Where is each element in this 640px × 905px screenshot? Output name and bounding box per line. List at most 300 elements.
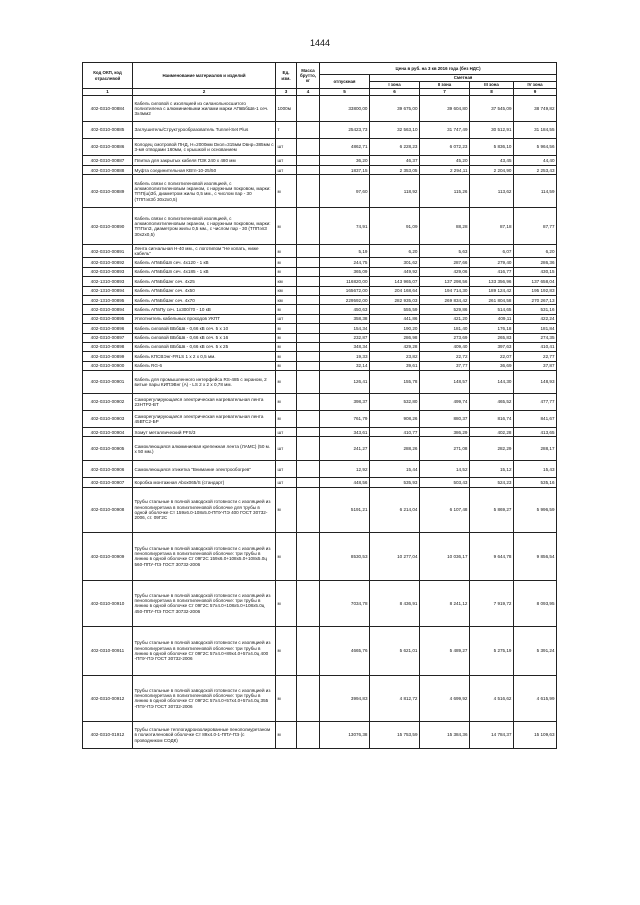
row-price-zone-2: 37,77: [420, 361, 470, 370]
row-price-zone-1: 449,92: [370, 267, 420, 276]
header-price-group: Цена в руб. на 3 кв 2016 года (без НДС): [320, 63, 557, 75]
row-name: Трубы стальные в полной заводской готовности с изоляцией из пенополиуретана в полиэтиленовой оболочке: три трубы в линию в одной оболочке Ст 09Г2С 57х4.0+108х5.0+108х5.0ц 450-ППУ-ПЭ ГОСТ 30732-2006: [133, 580, 276, 626]
table-row: [83, 314, 557, 323]
page-number: 1444: [309, 38, 331, 48]
row-code: 402-0310-00908: [83, 487, 133, 532]
row-name: Хомут металлический PFS/3: [133, 428, 276, 437]
row-unit: шт: [276, 156, 297, 166]
row-price-zone-1: 5 621,01: [370, 626, 420, 675]
row-price-zone-3: 4 516,62: [470, 675, 514, 721]
row-mass: [297, 342, 320, 351]
row-name: Кабель АПвБбШп сеч. 4х120 - 1 кВ: [133, 258, 276, 267]
row-price-zone-1: 301,62: [370, 258, 420, 267]
row-unit: м: [276, 245, 297, 258]
row-name: Трубы стальные теплогидроизолированные пенополиуретаном в полиэтиленовой оболочке Ст 89х4.0-1-ППУ-ПЭ (с проводником СОДК): [133, 721, 276, 748]
row-price-otpusknaya: 33800,00: [320, 96, 370, 122]
row-mass: [297, 122, 320, 139]
row-price-zone-2: 386,29: [420, 428, 470, 437]
column-number: 7: [420, 89, 470, 96]
header-unit: Ед. изм.: [276, 63, 297, 89]
row-price-otpusknaya: 358,38: [320, 314, 370, 323]
row-price-otpusknaya: 74,91: [320, 208, 370, 245]
row-price-zone-4: 535,16: [514, 478, 557, 487]
row-price-zone-4: 430,15: [514, 267, 557, 276]
row-price-otpusknaya: 232,87: [320, 333, 370, 342]
row-mass: [297, 721, 320, 748]
row-price-zone-4: 422,24: [514, 314, 557, 323]
row-price-zone-4: 6,20: [514, 245, 557, 258]
row-price-otpusknaya: 450,63: [320, 305, 370, 314]
row-mass: [297, 175, 320, 208]
row-price-zone-1: 46,37: [370, 156, 420, 166]
row-price-zone-2: 5,63: [420, 245, 470, 258]
row-name: Трубы стальные в полной заводской готовности с изоляцией из пенополиуретана в полиэтиленовой оболочке: три трубы в линию в одной оболочке Ст 09Г2С 57х4.0+89х4.0+57х4.0ц 400 -ППУ-ПЭ ГОСТ 30732-2006: [133, 626, 276, 675]
row-price-otpusknaya: 116820,00: [320, 277, 370, 286]
table-row: [83, 277, 557, 286]
row-name: Коробка монтажная Abox065/S (стандарт): [133, 478, 276, 487]
row-price-zone-3: 514,65: [470, 305, 514, 314]
row-price-otpusknaya: 1837,15: [320, 166, 370, 175]
table-row: [83, 156, 557, 166]
column-number: 6: [370, 89, 420, 96]
row-code: 402-0310-00905: [83, 437, 133, 461]
row-price-zone-4: 15 109,63: [514, 721, 557, 748]
row-unit: шт: [276, 314, 297, 323]
column-number: 1: [83, 89, 133, 96]
row-price-zone-1: 6 214,04: [370, 487, 420, 532]
table-row: [83, 258, 557, 267]
row-name: Саморегулирующаяся электрическая нагревательная лента 45ВТС2-БР: [133, 411, 276, 428]
row-code: 402-0310-00910: [83, 580, 133, 626]
row-name: Кабель КПСВЭнг-FRLS 1 х 2 х 0,5 мм.: [133, 352, 276, 361]
row-price-zone-4: 8 093,95: [514, 580, 557, 626]
row-price-otpusknaya: 343,61: [320, 428, 370, 437]
row-price-otpusknaya: 229592,00: [320, 295, 370, 304]
row-price-zone-3: 816,74: [470, 411, 514, 428]
row-code: 402-0310-00904: [83, 428, 133, 437]
row-code: 402-1310-00893: [83, 277, 133, 286]
row-price-zone-4: 2 253,43: [514, 166, 557, 175]
row-unit: м: [276, 175, 297, 208]
row-code: 402-0310-00898: [83, 342, 133, 351]
table-row: [83, 286, 557, 295]
row-price-zone-1: 535,93: [370, 478, 420, 487]
row-price-zone-1: 10 277,04: [370, 532, 420, 580]
row-price-otpusknaya: 13076,38: [320, 721, 370, 748]
row-price-zone-4: 9 856,54: [514, 532, 557, 580]
row-unit: шт: [276, 139, 297, 156]
row-price-zone-4: 477,77: [514, 394, 557, 411]
table-row: [83, 361, 557, 370]
row-price-otpusknaya: 7034,78: [320, 580, 370, 626]
row-price-zone-2: 273,69: [420, 333, 470, 342]
row-code: 402-0310-00894: [83, 305, 133, 314]
row-name: Лента сигнальная Н-40 мм., с логотипом "Не копать, ниже кабель": [133, 245, 276, 258]
row-price-zone-3: 524,23: [470, 478, 514, 487]
row-price-zone-4: 413,65: [514, 428, 557, 437]
row-unit: м: [276, 721, 297, 748]
table-row: [83, 175, 557, 208]
row-code: 402-0310-00896: [83, 324, 133, 333]
row-mass: [297, 305, 320, 314]
header-name: Наименование материалов и изделий: [133, 63, 276, 89]
row-unit: м: [276, 411, 297, 428]
row-price-zone-2: 31 747,49: [420, 122, 470, 139]
row-price-zone-2: 148,57: [420, 371, 470, 394]
row-code: 402-0310-00911: [83, 626, 133, 675]
row-name: Трубы стальные в полной заводской готовности с изоляцией из пенополиуретана в полиэтиленовой оболочке: три трубы в линию в одной оболочке Ст 09Г2С 159х6.0+108х5.0+108х5.0ц 560-ППУ-ПЭ ГОСТ 30732-2006: [133, 532, 276, 580]
row-price-otpusknaya: 97,60: [320, 175, 370, 208]
row-unit: м: [276, 333, 297, 342]
row-price-zone-3: 189 124,42: [470, 286, 514, 295]
row-unit: м: [276, 361, 297, 370]
table-row: [83, 394, 557, 411]
row-price-zone-2: 8 241,12: [420, 580, 470, 626]
row-price-zone-1: 441,86: [370, 314, 420, 323]
table-row: [83, 352, 557, 361]
header-zone-2: II зона: [420, 82, 470, 89]
row-price-otpusknaya: 32,14: [320, 361, 370, 370]
row-price-otpusknaya: 4862,71: [320, 139, 370, 156]
row-mass: [297, 139, 320, 156]
row-price-zone-1: 288,26: [370, 437, 420, 461]
row-price-zone-2: 115,26: [420, 175, 470, 208]
row-mass: [297, 411, 320, 428]
row-price-zone-2: 409,40: [420, 342, 470, 351]
row-price-zone-2: 15 384,36: [420, 721, 470, 748]
row-price-zone-3: 36,69: [470, 361, 514, 370]
row-price-zone-4: 841,67: [514, 411, 557, 428]
row-price-zone-4: 195 192,83: [514, 286, 557, 295]
row-price-zone-1: 4 812,72: [370, 675, 420, 721]
row-mass: [297, 478, 320, 487]
row-name: Кабель АПвБбШнг сеч. 4х70: [133, 295, 276, 304]
row-price-zone-4: 148,93: [514, 371, 557, 394]
row-code: 402-0310-00886: [83, 139, 133, 156]
table-row: [83, 96, 557, 122]
row-price-zone-3: 22,07: [470, 352, 514, 361]
row-price-zone-4: 5 996,59: [514, 487, 557, 532]
row-price-zone-2: 39 604,80: [420, 96, 470, 122]
row-price-zone-1: 155,78: [370, 371, 420, 394]
row-price-zone-2: 880,37: [420, 411, 470, 428]
row-mass: [297, 626, 320, 675]
row-unit: м: [276, 258, 297, 267]
row-price-zone-1: 8 436,91: [370, 580, 420, 626]
table-row: [83, 166, 557, 175]
row-price-zone-4: 531,16: [514, 305, 557, 314]
table-row: [83, 478, 557, 487]
row-price-otpusknaya: 241,27: [320, 437, 370, 461]
row-price-zone-2: 269 834,42: [420, 295, 470, 304]
row-mass: [297, 208, 320, 245]
row-code: 402-0310-00897: [83, 333, 133, 342]
row-price-zone-1: 32 563,10: [370, 122, 420, 139]
row-code: 402-0310-00901: [83, 371, 133, 394]
row-code: 402-0310-00887: [83, 156, 133, 166]
row-mass: [297, 314, 320, 323]
row-price-zone-2: 421,20: [420, 314, 470, 323]
row-mass: [297, 324, 320, 333]
row-price-zone-4: 288,17: [514, 437, 557, 461]
table-row: [83, 208, 557, 245]
row-price-zone-3: 5 275,19: [470, 626, 514, 675]
row-price-zone-2: 88,28: [420, 208, 470, 245]
row-price-zone-4: 4 615,99: [514, 675, 557, 721]
row-unit: км: [276, 295, 297, 304]
row-price-zone-3: 7 919,72: [470, 580, 514, 626]
table-row: [83, 626, 557, 675]
table-row: [83, 437, 557, 461]
row-unit: шт: [276, 461, 297, 478]
row-unit: шт: [276, 166, 297, 175]
row-price-zone-4: 5 964,56: [514, 139, 557, 156]
row-price-zone-1: 39 675,00: [370, 96, 420, 122]
row-price-zone-3: 2 204,90: [470, 166, 514, 175]
row-name: Кабель для промышленного интерфейса RS-485 с экраном, 2 витые пары КИПЭВнг (А) - LS 2 х 2 х 0,78 мм.: [133, 371, 276, 394]
row-price-otpusknaya: 126,41: [320, 371, 370, 394]
row-price-zone-3: 37 545,09: [470, 96, 514, 122]
header-otpusknaya: отпускная: [320, 75, 370, 89]
row-name: Кабель силовой с изоляцией из силанольносшитого полиэтилена с алюминиевыми жилами марки АПвБбШв-1 сеч. 3х4мм2: [133, 96, 276, 122]
row-price-zone-3: 402,28: [470, 428, 514, 437]
row-price-zone-2: 2 294,11: [420, 166, 470, 175]
row-code: 402-0310-00902: [83, 394, 133, 411]
header-smetnaya: Сметная: [370, 75, 557, 82]
table-row: [83, 461, 557, 478]
header-zone-4: IV зона: [514, 82, 557, 89]
row-name: Кабель АПвБбШнг сеч. 4х25: [133, 277, 276, 286]
row-unit: м: [276, 324, 297, 333]
row-price-zone-1: 15,44: [370, 461, 420, 478]
row-mass: [297, 333, 320, 342]
column-number: 5: [320, 89, 370, 96]
row-price-zone-3: 261 804,58: [470, 295, 514, 304]
table-row: [83, 371, 557, 394]
row-name: Самоклеющаяся этикетка "Внимание электрообогрев": [133, 461, 276, 478]
table-row: [83, 324, 557, 333]
row-mass: [297, 352, 320, 361]
column-number: 3: [276, 89, 297, 96]
row-unit: м: [276, 267, 297, 276]
row-mass: [297, 461, 320, 478]
row-mass: [297, 675, 320, 721]
row-price-otpusknaya: 365,09: [320, 267, 370, 276]
row-price-zone-2: 499,74: [420, 394, 470, 411]
row-price-zone-2: 271,08: [420, 437, 470, 461]
table-row: [83, 411, 557, 428]
row-price-zone-1: 2 353,05: [370, 166, 420, 175]
row-price-zone-2: 22,72: [420, 352, 470, 361]
row-code: 402-0310-00906: [83, 461, 133, 478]
row-price-zone-3: 87,18: [470, 208, 514, 245]
row-price-otpusknaya: 5,19: [320, 245, 370, 258]
row-name: Кабель АПвБбШп сеч. 4х185 - 1 кВ: [133, 267, 276, 276]
row-price-otpusknaya: 36,20: [320, 156, 370, 166]
row-price-otpusknaya: 5191,21: [320, 487, 370, 532]
row-price-zone-3: 9 644,78: [470, 532, 514, 580]
row-price-otpusknaya: 8530,53: [320, 532, 370, 580]
row-price-zone-2: 5 489,27: [420, 626, 470, 675]
row-code: 402-0310-00907: [83, 478, 133, 487]
row-code: 402-1310-00894: [83, 286, 133, 295]
row-name: Кабель RG-6: [133, 361, 276, 370]
row-name: Саморегулирующаяся электрическая нагревательная лента 23НТР2-BT: [133, 394, 276, 411]
row-price-otpusknaya: 761,79: [320, 411, 370, 428]
row-price-zone-4: 31 184,55: [514, 122, 557, 139]
row-code: 402-0310-00900: [83, 361, 133, 370]
table-row: [83, 487, 557, 532]
row-unit: м: [276, 305, 297, 314]
row-price-otpusknaya: 244,75: [320, 258, 370, 267]
table-row: [83, 428, 557, 437]
header-code: Код ОКП, код отраслевой: [83, 63, 133, 89]
row-code: 402-0310-00893: [83, 267, 133, 276]
column-number: 9: [514, 89, 557, 96]
row-price-zone-3: 279,40: [470, 258, 514, 267]
row-mass: [297, 487, 320, 532]
table-row: [83, 245, 557, 258]
row-name: Кабель АПвПу сеч. 1х300/70 - 10 кВ: [133, 305, 276, 314]
row-unit: шт: [276, 478, 297, 487]
row-unit: м: [276, 342, 297, 351]
row-price-zone-1: 15 753,59: [370, 721, 420, 748]
row-price-zone-2: 181,40: [420, 324, 470, 333]
row-unit: шт: [276, 428, 297, 437]
row-price-zone-4: 274,35: [514, 333, 557, 342]
row-mass: [297, 361, 320, 370]
row-unit: км: [276, 277, 297, 286]
row-price-otpusknaya: 398,37: [320, 394, 370, 411]
table-body: [83, 96, 557, 749]
table-row: [83, 305, 557, 314]
row-unit: м: [276, 532, 297, 580]
row-mass: [297, 580, 320, 626]
header-zone-3: III зона: [470, 82, 514, 89]
row-code: 402-0310-00888: [83, 166, 133, 175]
row-price-zone-1: 286,98: [370, 333, 420, 342]
row-price-zone-1: 118,92: [370, 175, 420, 208]
row-price-zone-4: 286,36: [514, 258, 557, 267]
row-unit: м: [276, 371, 297, 394]
row-price-zone-1: 190,20: [370, 324, 420, 333]
row-code: 402-0310-00895: [83, 314, 133, 323]
row-name: Самоклеющаяся алюминиевая крепежная лента (ЛАМС) (50 м. х 50 мм.): [133, 437, 276, 461]
row-name: Кабель связи с полиэтиленовой изоляцией, с алюмополиэтиленовым экраном, с наружным покровом, марки: ТПП(ш)Зб, диаметром жилы 0,5 мм., с числом пар - 30 (ТППэпЗб 30х2х0,5): [133, 175, 276, 208]
row-price-zone-3: 5 836,10: [470, 139, 514, 156]
row-price-otpusknaya: 25423,73: [320, 122, 370, 139]
row-price-zone-1: 410,77: [370, 428, 420, 437]
row-price-zone-2: 10 036,17: [420, 532, 470, 580]
row-price-otpusknaya: 3994,83: [320, 675, 370, 721]
row-price-zone-3: 14 784,37: [470, 721, 514, 748]
row-name: Колодец смотровой ПНД, Н=2000мм Dкол=315мм Dвнр=385мм с 3-мя отводами 160мм, с крышкой и основанием: [133, 139, 276, 156]
row-price-zone-3: 30 512,91: [470, 122, 514, 139]
row-unit: м: [276, 487, 297, 532]
row-mass: [297, 286, 320, 295]
row-price-zone-4: 44,40: [514, 156, 557, 166]
row-name: Уплотнитель кабельных проходов УКПТ: [133, 314, 276, 323]
row-price-zone-3: 43,45: [470, 156, 514, 166]
row-unit: м: [276, 580, 297, 626]
row-price-zone-3: 409,11: [470, 314, 514, 323]
row-price-zone-4: 15,43: [514, 461, 557, 478]
row-price-zone-2: 429,06: [420, 267, 470, 276]
row-price-otpusknaya: 154,34: [320, 324, 370, 333]
row-price-zone-1: 555,59: [370, 305, 420, 314]
row-code: 402-1310-00895: [83, 295, 133, 304]
row-code: 402-0310-00892: [83, 258, 133, 267]
row-price-zone-4: 5 391,24: [514, 626, 557, 675]
row-unit: км: [276, 286, 297, 295]
row-price-zone-1: 908,26: [370, 411, 420, 428]
row-mass: [297, 371, 320, 394]
row-code: 402-0310-01912: [83, 721, 133, 748]
table-row: [83, 580, 557, 626]
row-price-zone-2: 194 714,30: [420, 286, 470, 295]
row-mass: [297, 295, 320, 304]
row-unit: 1000м: [276, 96, 297, 122]
row-code: 402-0310-00889: [83, 175, 133, 208]
table-row: [83, 267, 557, 276]
row-name: Кабель силовой ВБбШв - 0,66 кВ сеч. 5 х 10: [133, 324, 276, 333]
row-price-zone-1: 532,80: [370, 394, 420, 411]
row-price-zone-4: 270 267,13: [514, 295, 557, 304]
row-mass: [297, 267, 320, 276]
row-price-zone-4: 181,84: [514, 324, 557, 333]
row-unit: м: [276, 208, 297, 245]
row-unit: т: [276, 122, 297, 139]
row-price-zone-3: 265,83: [470, 333, 514, 342]
row-price-zone-1: 429,28: [370, 342, 420, 351]
row-price-zone-2: 529,86: [420, 305, 470, 314]
row-price-otpusknaya: 348,34: [320, 342, 370, 351]
row-price-zone-4: 87,77: [514, 208, 557, 245]
row-price-zone-3: 144,30: [470, 371, 514, 394]
row-price-zone-4: 22,77: [514, 352, 557, 361]
row-price-zone-3: 176,18: [470, 324, 514, 333]
row-code: 402-0310-00909: [83, 532, 133, 580]
row-price-zone-3: 465,52: [470, 394, 514, 411]
table-row: [83, 721, 557, 748]
row-price-zone-1: 6,20: [370, 245, 420, 258]
row-price-zone-2: 6 072,23: [420, 139, 470, 156]
row-price-zone-4: 114,59: [514, 175, 557, 208]
row-name: Муфта соединительная КВтп-10-25/50: [133, 166, 276, 175]
row-price-otpusknaya: 448,56: [320, 478, 370, 487]
row-name: Плитка для закрытых кабеля ПЗК 240 х 480 мм: [133, 156, 276, 166]
row-price-zone-4: 38 749,82: [514, 96, 557, 122]
row-price-zone-3: 113,62: [470, 175, 514, 208]
row-code: 402-0310-00903: [83, 411, 133, 428]
row-mass: [297, 532, 320, 580]
row-code: 402-0310-00912: [83, 675, 133, 721]
row-price-zone-3: 416,77: [470, 267, 514, 276]
row-price-zone-3: 6,07: [470, 245, 514, 258]
row-price-zone-1: 6 228,23: [370, 139, 420, 156]
table-row: [83, 675, 557, 721]
row-name: Кабель АПвБбШнг сеч. 4х50: [133, 286, 276, 295]
row-name: Заглушитель/Структурообразователь Tunnel-Set Plus: [133, 122, 276, 139]
row-price-zone-2: 45,20: [420, 156, 470, 166]
row-price-otpusknaya: 4665,76: [320, 626, 370, 675]
row-unit: шт: [276, 437, 297, 461]
row-unit: м: [276, 394, 297, 411]
column-number-row: [83, 89, 557, 96]
row-price-zone-3: 15,12: [470, 461, 514, 478]
row-price-zone-2: 287,66: [420, 258, 470, 267]
row-price-zone-2: 14,52: [420, 461, 470, 478]
